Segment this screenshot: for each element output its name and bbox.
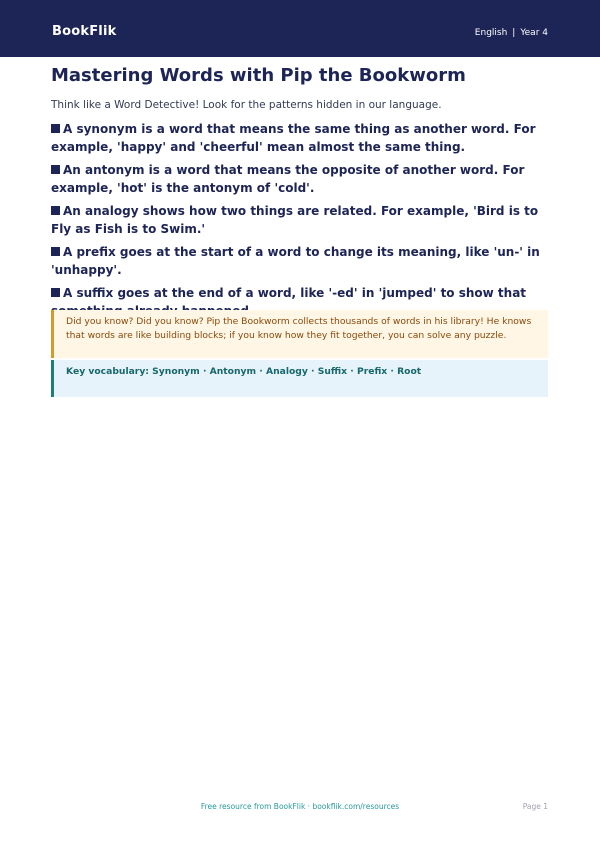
subject-label: English bbox=[474, 28, 508, 38]
square-bullet-icon bbox=[51, 206, 60, 215]
vocab-text: Key vocabulary: Synonym · Antonym · Analogy · Suffix · Prefix · Root bbox=[66, 366, 422, 377]
key-points-list bbox=[51, 120, 551, 325]
square-bullet-icon bbox=[51, 124, 60, 133]
header-bar bbox=[0, 0, 600, 57]
square-bullet-icon bbox=[51, 165, 60, 174]
year-label: Year 4 bbox=[520, 28, 548, 38]
footer-resource-link[interactable]: Free resource from BookFlik · bookflik.com/resources bbox=[200, 802, 400, 811]
intro-text: Think like a Word Detective! Look for the patterns hidden in our language. bbox=[51, 99, 442, 111]
list-item bbox=[51, 161, 551, 197]
key-vocabulary-box bbox=[51, 360, 548, 397]
brand-logo[interactable]: BookFlik bbox=[52, 24, 117, 39]
point-text: An antonym is a word that means the opposite of another word. For example, 'hot' is the antonym of 'cold'. bbox=[51, 163, 525, 195]
point-text: An analogy shows how two things are related. For example, 'Bird is to Fly as Fish is to Swim.' bbox=[51, 204, 539, 236]
fact-text: Did you know? Did you know? Pip the Bookworm collects thousands of words in his library! He knows that words are like building blocks; if you know how they fit together, you can solve any puzzle. bbox=[66, 316, 532, 341]
point-text: A prefix goes at the start of a word to change its meaning, like 'un-' in 'unhappy'. bbox=[51, 245, 540, 277]
page-number: Page 1 bbox=[522, 802, 548, 811]
did-you-know-box bbox=[51, 310, 548, 358]
point-text: A suffix goes at the end of a word, like '-ed' in 'jumped' to show that bbox=[63, 286, 527, 300]
square-bullet-icon bbox=[51, 247, 60, 256]
header-separator: | bbox=[512, 28, 516, 38]
point-text: A synonym is a word that means the same thing as another word. For example, 'happy' and 'cheerful' mean almost the same thing. bbox=[51, 122, 536, 154]
square-bullet-icon bbox=[51, 288, 60, 297]
list-item bbox=[51, 243, 551, 279]
list-item bbox=[51, 202, 551, 238]
list-item bbox=[51, 120, 551, 156]
header-meta bbox=[475, 28, 548, 38]
page-title: Mastering Words with Pip the Bookworm bbox=[51, 65, 466, 86]
